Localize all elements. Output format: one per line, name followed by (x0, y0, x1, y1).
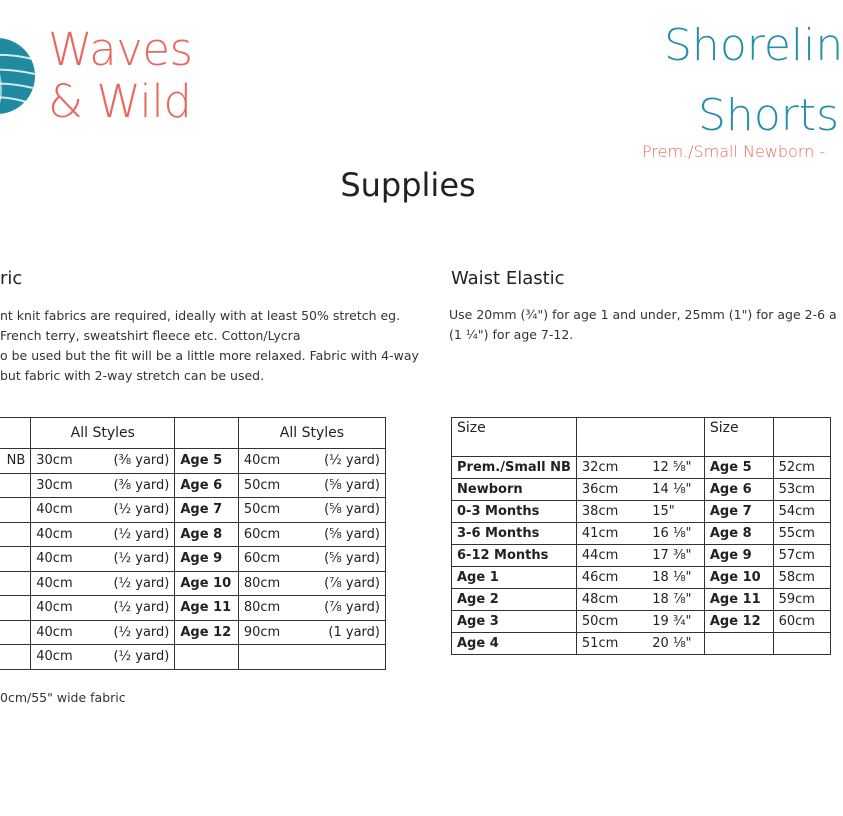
amount-cell (238, 449, 385, 474)
age-cell: Age 7 (704, 501, 773, 523)
metric-amount: 30cm (36, 453, 73, 469)
imperial-length: 15" (652, 504, 675, 519)
yard-amount: (⅞ yard) (324, 575, 380, 591)
metric-length: 48cm (581, 592, 619, 607)
metric-amount: 40cm (36, 600, 73, 616)
table-header-cell: Size (704, 418, 773, 457)
metric-amount: 40cm (36, 502, 73, 518)
fabric-line: o be used but the fit will be a little more relaxed. Fabric with 4-way (0, 348, 419, 363)
table-row (452, 545, 831, 567)
table-row (452, 589, 831, 611)
amount-cell (31, 620, 175, 645)
metric-amount: 50cm (243, 477, 281, 493)
age-cell: Age 9 (704, 545, 773, 567)
age-cell: Age 5 (704, 457, 773, 479)
size-cell: Age 3 (452, 611, 577, 633)
metric-amount: 60cm (243, 526, 281, 542)
metric-length: 36cm (581, 482, 619, 497)
elastic-line: (1 ¼") for age 7-12. (449, 327, 574, 342)
amount-cell (31, 596, 175, 621)
imperial-length: 17 ⅜" (652, 548, 692, 563)
metric-amount: 80cm (243, 575, 281, 591)
pattern-title-line-2: Shorts (698, 90, 840, 141)
yard-amount: (⅝ yard) (324, 551, 380, 567)
age-cell: Age 11 (704, 589, 773, 611)
metric-length: 54cm (773, 501, 830, 523)
size-cell (0, 522, 31, 547)
fabric-requirements-table (0, 417, 386, 670)
length-cell (576, 501, 704, 523)
table-row (0, 522, 386, 547)
amount-cell (31, 571, 175, 596)
table-row (0, 547, 386, 572)
size-cell (0, 645, 31, 670)
metric-amount: 40cm (243, 453, 281, 469)
table-row (452, 611, 831, 633)
elastic-description (449, 305, 837, 345)
length-cell (576, 545, 704, 567)
fabric-description (0, 306, 419, 386)
table-row (0, 571, 386, 596)
table-header-row (452, 418, 831, 457)
size-cell (0, 620, 31, 645)
size-cell: Age 4 (452, 633, 577, 655)
metric-length: 57cm (773, 545, 830, 567)
metric-amount: 60cm (243, 551, 281, 567)
age-cell: Age 9 (175, 547, 238, 572)
pattern-size-range: Prem./Small Newborn - (642, 142, 826, 161)
age-cell: Age 12 (704, 611, 773, 633)
age-cell: Age 12 (175, 620, 238, 645)
amount-cell (31, 449, 175, 474)
fabric-line: but fabric with 2-way stretch can be used. (0, 368, 265, 383)
imperial-length: 20 ⅛" (652, 636, 692, 651)
amount-cell (31, 498, 175, 523)
yard-amount: (½ yard) (113, 575, 170, 591)
yard-amount: (⅝ yard) (324, 526, 380, 542)
logo-wave-icon (0, 24, 36, 128)
yard-amount: (½ yard) (113, 551, 170, 567)
yard-amount: (⅝ yard) (324, 477, 380, 493)
brand-line-1: Waves (48, 23, 193, 76)
brand-line-2: & Wild (48, 75, 192, 128)
metric-amount: 40cm (36, 551, 73, 567)
table-row (452, 567, 831, 589)
elastic-requirements-table (451, 417, 831, 655)
yard-amount: (½ yard) (113, 600, 170, 616)
length-cell (576, 633, 704, 655)
age-cell: Age 10 (175, 571, 238, 596)
amount-cell (31, 473, 175, 498)
amount-cell (238, 596, 385, 621)
metric-amount: 40cm (36, 649, 73, 665)
table-header-cell: All Styles (238, 418, 385, 449)
fabric-line: French terry, sweatshirt fleece etc. Cotton/Lycra (0, 328, 301, 343)
metric-length: 38cm (581, 504, 619, 519)
metric-length: 60cm (773, 611, 830, 633)
imperial-length: 12 ⅝" (652, 460, 692, 475)
metric-length: 50cm (581, 614, 619, 629)
amount-cell (238, 498, 385, 523)
table-row (0, 596, 386, 621)
pattern-title-line-1: Shorelin (664, 20, 843, 71)
size-cell: Age 1 (452, 567, 577, 589)
age-cell: Age 11 (175, 596, 238, 621)
length-cell (576, 523, 704, 545)
page-title: Supplies (340, 166, 476, 204)
size-cell: 0-3 Months (452, 501, 577, 523)
metric-length: 41cm (581, 526, 619, 541)
table-row (0, 449, 386, 474)
age-cell (704, 633, 773, 655)
size-cell (0, 547, 31, 572)
metric-amount: 40cm (36, 624, 73, 640)
table-row (0, 498, 386, 523)
amount-cell (238, 473, 385, 498)
metric-length: 51cm (581, 636, 619, 651)
metric-length: 32cm (581, 460, 619, 475)
fabric-line: nt knit fabrics are required, ideally with at least 50% stretch eg. (0, 308, 401, 323)
metric-amount: 50cm (243, 502, 281, 518)
yard-amount: (⅝ yard) (324, 502, 380, 518)
age-cell: Age 6 (175, 473, 238, 498)
brand-logo-text (48, 24, 192, 128)
table-row (452, 501, 831, 523)
amount-cell (238, 571, 385, 596)
table-row (452, 479, 831, 501)
length-cell (576, 611, 704, 633)
size-cell (0, 571, 31, 596)
metric-length: 59cm (773, 589, 830, 611)
size-cell (0, 596, 31, 621)
metric-amount: 30cm (36, 477, 73, 493)
length-cell (576, 589, 704, 611)
age-cell: Age 5 (175, 449, 238, 474)
table-header-cell: Size (452, 418, 577, 457)
size-cell (0, 473, 31, 498)
length-cell (576, 567, 704, 589)
yard-amount: (⅜ yard) (113, 453, 170, 469)
size-cell: Age 2 (452, 589, 577, 611)
age-cell (175, 645, 238, 670)
imperial-length: 18 ⅞" (652, 592, 692, 607)
amount-cell (31, 522, 175, 547)
age-cell: Age 7 (175, 498, 238, 523)
age-cell: Age 10 (704, 567, 773, 589)
yard-amount: (⅞ yard) (324, 600, 380, 616)
metric-length: 52cm (773, 457, 830, 479)
yard-amount: (½ yard) (113, 526, 170, 542)
elastic-heading: Waist Elastic (451, 268, 565, 289)
metric-amount: 90cm (243, 624, 281, 640)
table-header-cell: All Styles (31, 418, 175, 449)
imperial-length: 19 ¾" (652, 614, 692, 629)
yard-amount: (⅜ yard) (113, 477, 170, 493)
metric-amount: 80cm (243, 600, 281, 616)
size-cell: NB (0, 449, 31, 474)
size-cell: 3-6 Months (452, 523, 577, 545)
size-cell (0, 498, 31, 523)
amount-cell (238, 645, 385, 670)
metric-length: 53cm (773, 479, 830, 501)
metric-amount: 40cm (36, 526, 73, 542)
metric-length: 55cm (773, 523, 830, 545)
amount-cell (238, 620, 385, 645)
table-row (452, 633, 831, 655)
size-cell: Newborn (452, 479, 577, 501)
length-cell (576, 479, 704, 501)
size-cell: Prem./Small NB (452, 457, 577, 479)
fabric-heading: ric (0, 268, 23, 289)
metric-length: 46cm (581, 570, 619, 585)
table-row (452, 457, 831, 479)
imperial-length: 16 ⅛" (652, 526, 692, 541)
amount-cell (238, 547, 385, 572)
amount-cell (238, 522, 385, 547)
amount-cell (31, 547, 175, 572)
yard-amount: (1 yard) (328, 624, 380, 640)
imperial-length: 14 ⅛" (652, 482, 692, 497)
elastic-line: Use 20mm (¾") for age 1 and under, 25mm (1") for age 2-6 a (449, 307, 837, 322)
metric-length (773, 633, 830, 655)
metric-length: 58cm (773, 567, 830, 589)
metric-amount: 40cm (36, 575, 73, 591)
table-row (0, 645, 386, 670)
age-cell: Age 8 (175, 522, 238, 547)
table-row (0, 473, 386, 498)
age-cell: Age 8 (704, 523, 773, 545)
table-row (0, 620, 386, 645)
yard-amount: (½ yard) (113, 649, 170, 665)
yard-amount: (½ yard) (324, 453, 380, 469)
fabric-width-note: 0cm/55" wide fabric (0, 690, 126, 705)
age-cell: Age 6 (704, 479, 773, 501)
metric-length: 44cm (581, 548, 619, 563)
table-header-row (0, 418, 386, 449)
yard-amount: (½ yard) (113, 624, 170, 640)
table-row (452, 523, 831, 545)
amount-cell (31, 645, 175, 670)
length-cell (576, 457, 704, 479)
imperial-length: 18 ⅛" (652, 570, 692, 585)
yard-amount: (½ yard) (113, 502, 170, 518)
size-cell: 6-12 Months (452, 545, 577, 567)
